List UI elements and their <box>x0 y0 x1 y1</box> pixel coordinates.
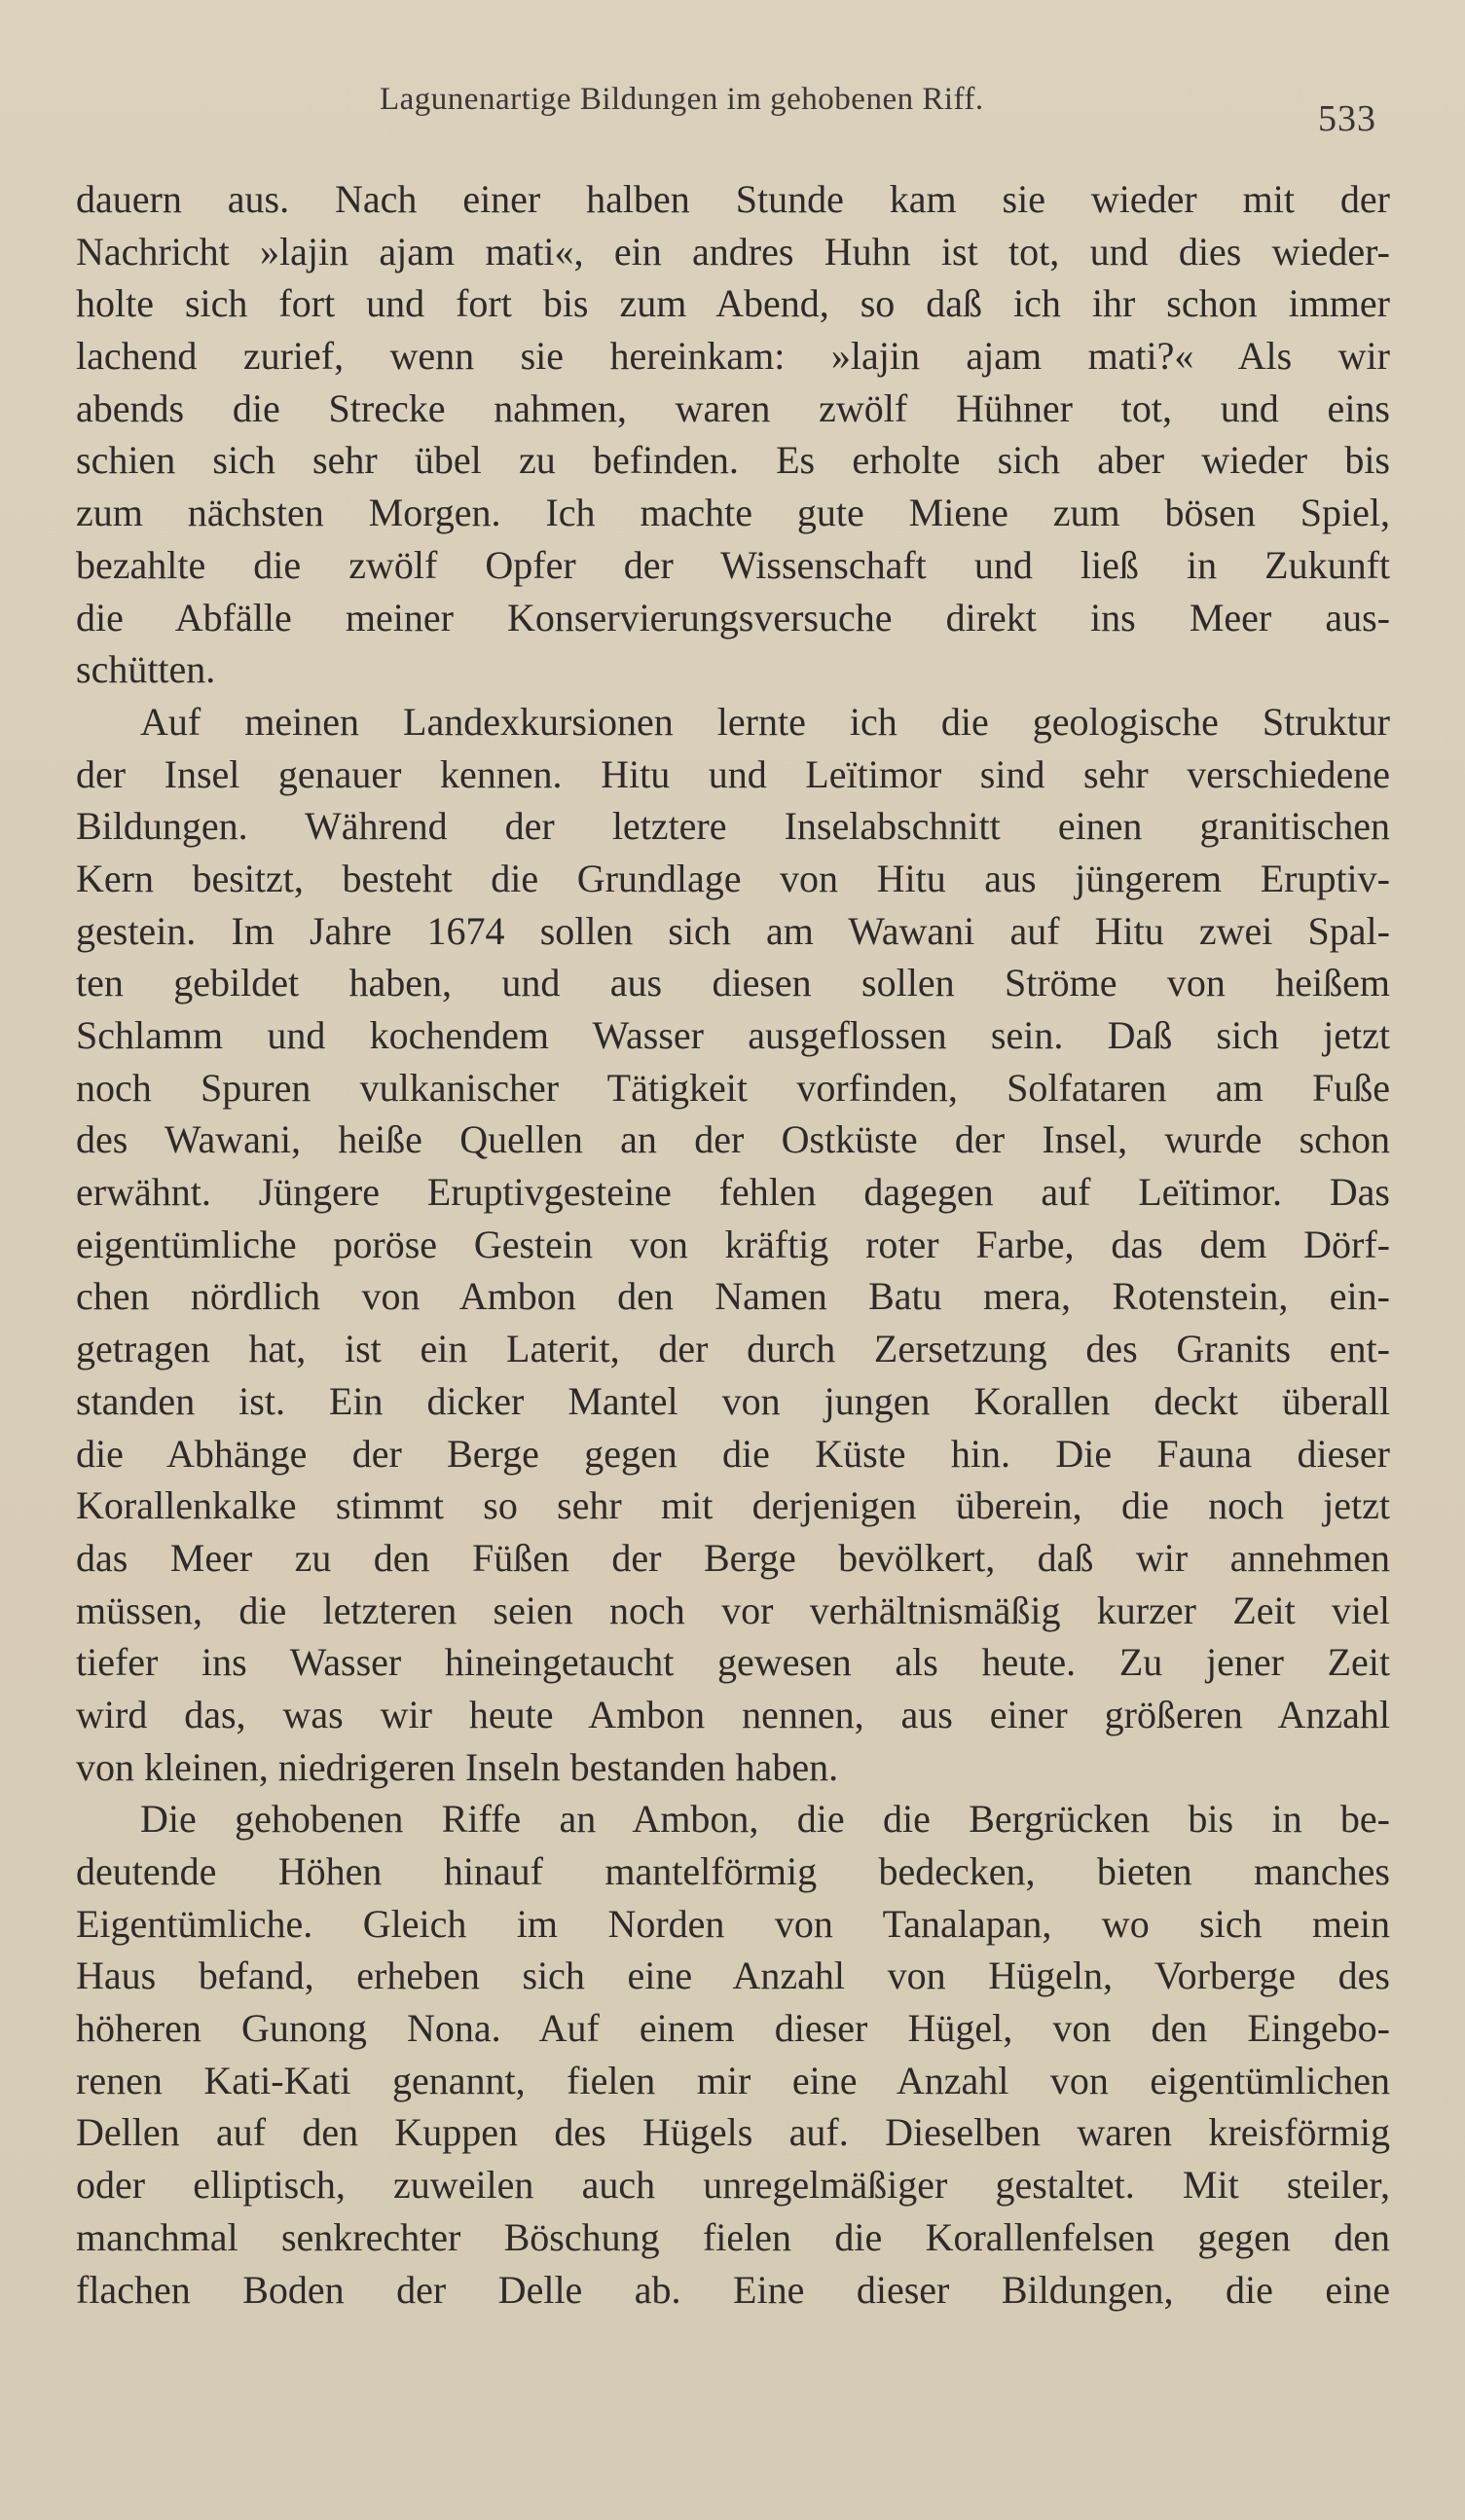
text-line: Haus befand, erheben sich eine Anzahl von Hügeln, Vorberge des <box>76 1954 1390 1998</box>
text-line: müssen, die letzteren seien noch vor verhältnismäßig kurzer Zeit viel <box>76 1588 1390 1632</box>
text-line: dauern aus. Nach einer halben Stunde kam sie wieder mit der <box>76 177 1390 221</box>
text-line: schien sich sehr übel zu befinden. Es erholte sich aber wieder bis <box>76 438 1390 483</box>
text-line: deutende Höhen hinauf mantelförmig bedecken, bieten manches <box>76 1849 1390 1893</box>
text-line: standen ist. Ein dicker Mantel von jungen Korallen deckt überall <box>76 1378 1390 1423</box>
text-line: höheren Gunong Nona. Auf einem dieser Hügel, von den Eingebo- <box>76 2006 1390 2051</box>
text-line: Nachricht »lajin ajam mati«, ein andres Huhn ist tot, und dies wieder- <box>76 229 1390 274</box>
text-line: Kern besitzt, besteht die Grundlage von Hitu aus jüngerem Eruptiv- <box>76 856 1390 900</box>
text-line: lachend zurief, wenn sie hereinkam: »lajin ajam mati?« Als wir <box>76 334 1390 379</box>
text-line: von kleinen, niedrigeren Inseln bestanden haben. <box>76 1744 839 1789</box>
text-line: renen Kati-Kati genannt, fielen mir eine Anzahl von eigentümlichen <box>76 2058 1390 2102</box>
text-line: zum nächsten Morgen. Ich machte gute Miene zum bösen Spiel, <box>76 491 1390 535</box>
text-line: Bildungen. Während der letztere Inselabschnitt einen granitischen <box>76 804 1390 849</box>
text-line: manchmal senkrechter Böschung fielen die Korallenfelsen gegen den <box>76 2214 1390 2259</box>
text-line: abends die Strecke nahmen, waren zwölf Hühner tot, und eins <box>76 385 1390 430</box>
text-line: der Insel genauer kennen. Hitu und Leïtimor sind sehr verschiedene <box>76 751 1390 796</box>
text-line: bezahlte die zwölf Opfer der Wissenschaft und ließ in Zukunft <box>76 542 1390 587</box>
text-line: Die gehobenen Riffe an Ambon, die die Bergrücken bis in be- <box>140 1797 1390 1842</box>
text-line: eigentümliche poröse Gestein von kräftig roter Farbe, das dem Dörf- <box>76 1222 1390 1266</box>
text-line: Dellen auf den Kuppen des Hügels auf. Dieselben waren kreisförmig <box>76 2110 1390 2155</box>
text-line: Auf meinen Landexkursionen lernte ich die geologische Struktur <box>140 699 1390 744</box>
text-line: oder elliptisch, zuweilen auch unregelmäßiger gestaltet. Mit steiler, <box>76 2163 1390 2208</box>
text-line: des Wawani, heiße Quellen an der Ostküste der Insel, wurde schon <box>76 1117 1390 1162</box>
text-line: holte sich fort und fort bis zum Abend, so daß ich ihr schon immer <box>76 281 1390 326</box>
text-line: Schlamm und kochendem Wasser ausgeflossen sein. Daß sich jetzt <box>76 1013 1390 1057</box>
text-line: wird das, was wir heute Ambon nennen, aus einer größeren Anzahl <box>76 1692 1390 1736</box>
text-line: noch Spuren vulkanischer Tätigkeit vorfinden, Solfataren am Fuße <box>76 1065 1390 1110</box>
text-line: das Meer zu den Füßen der Berge bevölkert, daß wir annehmen <box>76 1535 1390 1580</box>
text-line: erwähnt. Jüngere Eruptivgesteine fehlen dagegen auf Leïtimor. Das <box>76 1170 1390 1215</box>
text-line: Korallenkalke stimmt so sehr mit derjenigen überein, die noch jetzt <box>76 1483 1390 1528</box>
text-line: chen nördlich von Ambon den Namen Batu mera, Rotenstein, ein- <box>76 1274 1390 1319</box>
text-line: gestein. Im Jahre 1674 sollen sich am Wawani auf Hitu zwei Spal- <box>76 908 1390 953</box>
text-line: getragen hat, ist ein Laterit, der durch Zersetzung des Granits ent- <box>76 1327 1390 1371</box>
page-number: 533 <box>1318 98 1376 139</box>
text-line: die Abhänge der Berge gegen die Küste hin. Die Fauna dieser <box>76 1431 1390 1476</box>
text-line: die Abfälle meiner Konservierungsversuche direkt ins Meer aus- <box>76 595 1390 639</box>
text-line: tiefer ins Wasser hineingetaucht gewesen als heute. Zu jener Zeit <box>76 1640 1390 1685</box>
text-line: ten gebildet haben, und aus diesen sollen Ströme von heißem <box>76 961 1390 1005</box>
body-text <box>76 173 1390 2316</box>
running-head: Lagunenartige Bildungen im gehobenen Riff. <box>380 82 984 117</box>
text-line: flachen Boden der Delle ab. Eine dieser Bildungen, die eine <box>76 2267 1390 2312</box>
text-line: Eigentümliche. Gleich im Norden von Tanalapan, wo sich mein <box>76 1901 1390 1946</box>
text-line: schütten. <box>76 647 216 692</box>
